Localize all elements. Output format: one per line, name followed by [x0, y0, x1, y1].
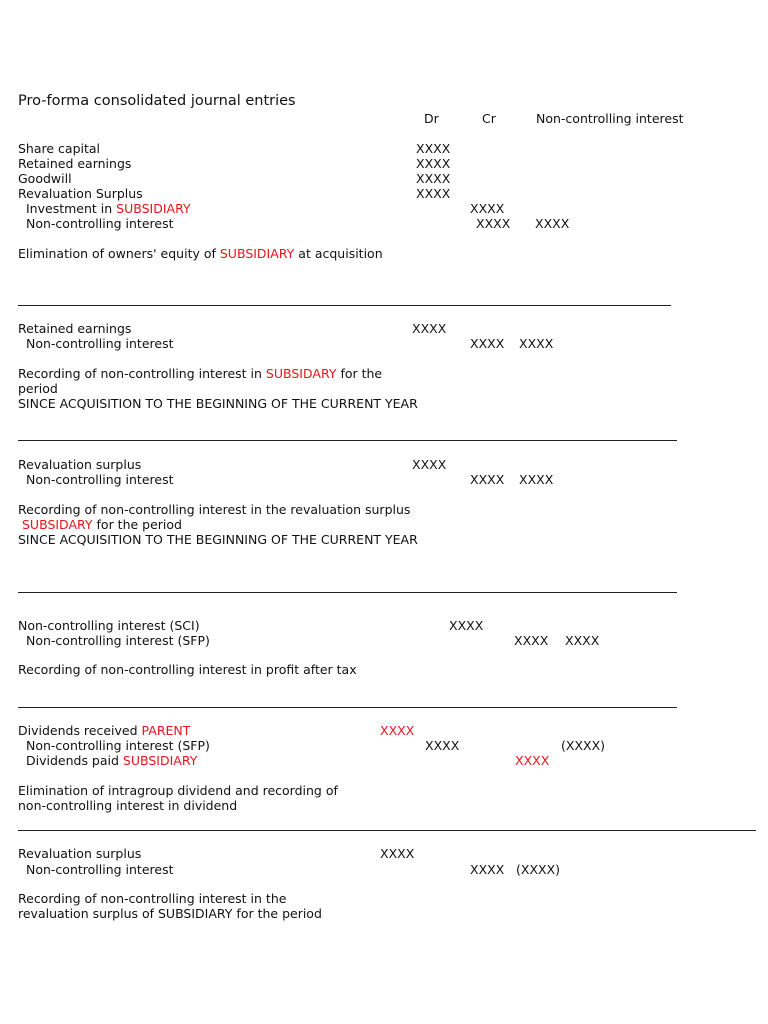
nci-amount: XXXX — [519, 472, 554, 487]
debit-amount: XXXX — [416, 186, 451, 201]
account-name: Non-controlling interest (SCI) — [18, 618, 200, 633]
divider — [18, 830, 756, 831]
nci-amount: (XXXX) — [516, 862, 561, 877]
divider — [18, 440, 677, 441]
narration: SINCE ACQUISITION TO THE BEGINNING OF THE CURRENT YEAR — [18, 396, 418, 411]
narration: Recording of non-controlling interest in SUBSIDARY for the — [18, 366, 383, 381]
credit-amount: XXXX — [470, 336, 505, 351]
credit-amount: XXXX — [470, 472, 505, 487]
account-name: Retained earnings — [18, 321, 132, 336]
credit-amount: XXXX — [470, 862, 505, 877]
account-name: Revaluation surplus — [18, 457, 142, 472]
account-name: Non-controlling interest (SFP) — [26, 738, 210, 753]
divider — [18, 707, 677, 708]
column-header-cr: Cr — [482, 111, 496, 126]
entity-highlight: SUBSIDIARY — [219, 246, 295, 261]
nci-amount: XXXX — [535, 216, 570, 231]
debit-amount: XXXX — [412, 457, 447, 472]
debit-amount: XXXX — [380, 846, 415, 861]
account-name: Non-controlling interest — [26, 336, 174, 351]
debit-amount: XXXX — [416, 156, 451, 171]
debit-amount: XXXX — [380, 723, 415, 738]
narration: SINCE ACQUISITION TO THE BEGINNING OF THE CURRENT YEAR — [18, 532, 418, 547]
narration: Recording of non-controlling interest in the — [18, 891, 287, 906]
debit-amount: XXXX — [412, 321, 447, 336]
account-name: Non-controlling interest (SFP) — [26, 633, 210, 648]
account-name: Goodwill — [18, 171, 72, 186]
narration: SUBSIDARY for the period — [22, 517, 182, 532]
debit-amount: XXXX — [416, 171, 451, 186]
column-header-nci: Non-controlling interest — [536, 111, 684, 126]
divider — [18, 305, 671, 306]
debit-amount: XXXX — [449, 618, 484, 633]
credit-amount: XXXX — [470, 201, 505, 216]
narration: Recording of non-controlling interest in the revaluation surplus — [18, 502, 411, 517]
account-name: Revaluation surplus — [18, 846, 142, 861]
account-name: Revaluation Surplus — [18, 186, 143, 201]
account-name: Investment in SUBSIDIARY — [26, 201, 191, 216]
nci-amount: XXXX — [519, 336, 554, 351]
entity-highlight: SUBSIDIARY — [116, 201, 191, 216]
narration: period — [18, 381, 58, 396]
nci-amount: (XXXX) — [561, 738, 606, 753]
nci-amount: XXXX — [565, 633, 600, 648]
debit-amount: XXXX — [425, 738, 460, 753]
narration: Elimination of intragroup dividend and recording of — [18, 783, 338, 798]
account-name: Non-controlling interest — [26, 472, 174, 487]
narration: Recording of non-controlling interest in profit after tax — [18, 662, 357, 677]
account-name: Dividends received PARENT — [18, 723, 191, 738]
entity-highlight: SUBSIDARY — [22, 517, 93, 532]
divider — [18, 592, 677, 593]
account-name: Non-controlling interest — [26, 216, 174, 231]
entity-highlight: PARENT — [141, 723, 191, 738]
narration: Elimination of owners' equity of SUBSIDIARY at acquisition — [18, 246, 383, 261]
entity-highlight: SUBSIDIARY — [122, 753, 198, 768]
page-title: Pro-forma consolidated journal entries — [18, 93, 296, 109]
account-name: Retained earnings — [18, 156, 132, 171]
narration: non-controlling interest in dividend — [18, 798, 238, 813]
credit-amount: XXXX — [476, 216, 511, 231]
entity-highlight: SUBSIDARY — [265, 366, 337, 381]
account-name: Dividends paid SUBSIDIARY — [26, 753, 198, 768]
account-name: Share capital — [18, 141, 101, 156]
credit-amount: XXXX — [514, 633, 549, 648]
account-name: Non-controlling interest — [26, 862, 174, 877]
column-header-dr: Dr — [424, 111, 439, 126]
narration: revaluation surplus of SUBSIDIARY for the period — [18, 906, 322, 921]
credit-amount: XXXX — [515, 753, 550, 768]
debit-amount: XXXX — [416, 141, 451, 156]
